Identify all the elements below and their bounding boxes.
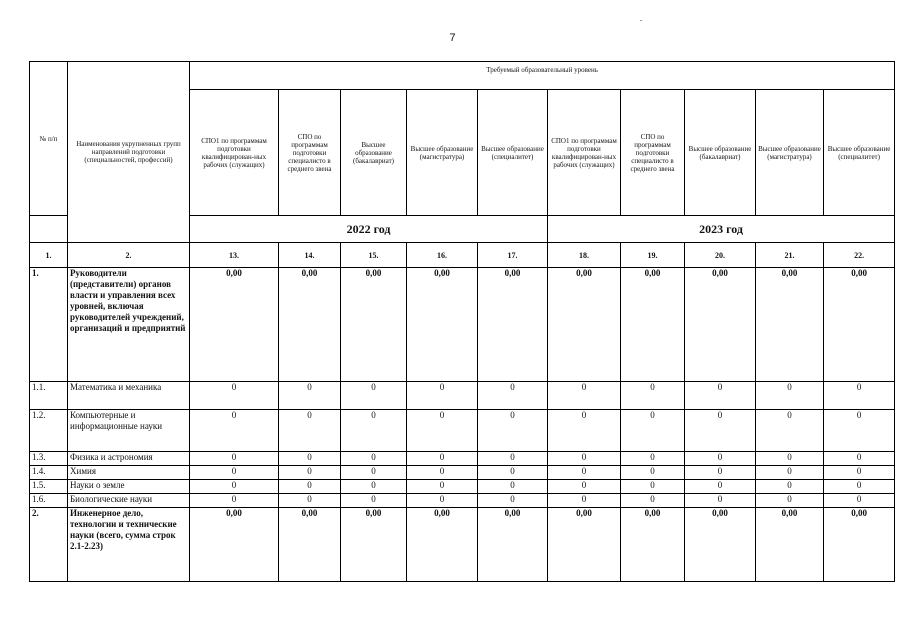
row-value: 0 bbox=[621, 382, 685, 410]
row-value: 0 bbox=[685, 452, 756, 466]
row-value: 0 bbox=[621, 452, 685, 466]
column-number: 17. bbox=[478, 243, 548, 268]
row-name: Инженерное дело, технологии и технические науки (всего, сумма строк 2.1-2.23) bbox=[68, 508, 190, 582]
row-value: 0 bbox=[279, 452, 341, 466]
row-name: Науки о земле bbox=[68, 480, 190, 494]
row-value: 0,00 bbox=[824, 268, 895, 382]
column-number: 14. bbox=[279, 243, 341, 268]
row-value: 0 bbox=[279, 494, 341, 508]
row-value: 0 bbox=[824, 466, 895, 480]
row-value: 0 bbox=[478, 494, 548, 508]
row-value: 0,00 bbox=[756, 508, 824, 582]
row-value: 0 bbox=[685, 494, 756, 508]
row-value: 0 bbox=[407, 452, 478, 466]
row-value: 0,00 bbox=[756, 268, 824, 382]
row-value: 0 bbox=[756, 480, 824, 494]
table-row bbox=[30, 452, 895, 466]
column-number: 22. bbox=[824, 243, 895, 268]
row-index: 2. bbox=[30, 508, 68, 582]
row-value: 0 bbox=[548, 382, 621, 410]
row-value: 0 bbox=[407, 480, 478, 494]
row-name: Руководители (представители) органов власти и управления всех уровней, включая руководителей учреждений, организаций и предприятий bbox=[68, 268, 190, 382]
row-value: 0 bbox=[279, 410, 341, 452]
row-value: 0,00 bbox=[407, 268, 478, 382]
table-row bbox=[30, 480, 895, 494]
row-index: 1.1. bbox=[30, 382, 68, 410]
column-number: 16. bbox=[407, 243, 478, 268]
row-value: 0 bbox=[621, 494, 685, 508]
column-number: 19. bbox=[621, 243, 685, 268]
row-value: 0 bbox=[685, 382, 756, 410]
row-index: 1.3. bbox=[30, 452, 68, 466]
table-row bbox=[30, 466, 895, 480]
row-value: 0 bbox=[190, 382, 279, 410]
row-value: 0,00 bbox=[190, 268, 279, 382]
row-value: 0 bbox=[407, 410, 478, 452]
table-row bbox=[30, 382, 895, 410]
row-value: 0 bbox=[621, 410, 685, 452]
row-value: 0 bbox=[341, 410, 407, 452]
column-number: 13. bbox=[190, 243, 279, 268]
row-value: 0,00 bbox=[341, 268, 407, 382]
header-level: СПО1 по программам подготовки квалифицирован-ных рабочих (служащих) bbox=[548, 90, 621, 216]
table-body bbox=[30, 62, 895, 582]
row-name: Биологические науки bbox=[68, 494, 190, 508]
row-value: 0 bbox=[341, 494, 407, 508]
row-index: 1.6. bbox=[30, 494, 68, 508]
row-value: 0 bbox=[548, 466, 621, 480]
row-value: 0 bbox=[824, 452, 895, 466]
column-number: 21. bbox=[756, 243, 824, 268]
column-number: 15. bbox=[341, 243, 407, 268]
row-value: 0 bbox=[824, 382, 895, 410]
row-value: 0 bbox=[190, 494, 279, 508]
table-row bbox=[30, 508, 895, 582]
row-value: 0 bbox=[756, 452, 824, 466]
row-index: 1. bbox=[30, 268, 68, 382]
row-value: 0 bbox=[407, 382, 478, 410]
row-value: 0 bbox=[279, 382, 341, 410]
row-value: 0,00 bbox=[548, 268, 621, 382]
row-value: 0 bbox=[548, 452, 621, 466]
row-value: 0,00 bbox=[621, 508, 685, 582]
column-number: 1. bbox=[30, 243, 68, 268]
row-value: 0,00 bbox=[478, 268, 548, 382]
row-value: 0 bbox=[756, 382, 824, 410]
scan-speck bbox=[640, 20, 642, 21]
row-value: 0,00 bbox=[824, 508, 895, 582]
row-name: Математика и механика bbox=[68, 382, 190, 410]
header-index: № п/п bbox=[30, 62, 68, 216]
column-number: 2. bbox=[68, 243, 190, 268]
row-value: 0 bbox=[756, 466, 824, 480]
row-value: 0 bbox=[824, 410, 895, 452]
row-value: 0 bbox=[341, 452, 407, 466]
row-value: 0 bbox=[279, 480, 341, 494]
row-value: 0 bbox=[478, 466, 548, 480]
row-value: 0 bbox=[478, 382, 548, 410]
row-value: 0,00 bbox=[279, 508, 341, 582]
row-value: 0 bbox=[824, 494, 895, 508]
row-name: Физика и астрономия bbox=[68, 452, 190, 466]
row-value: 0,00 bbox=[548, 508, 621, 582]
row-value: 0 bbox=[756, 410, 824, 452]
row-value: 0 bbox=[685, 410, 756, 452]
row-value: 0,00 bbox=[190, 508, 279, 582]
row-index: 1.4. bbox=[30, 466, 68, 480]
row-value: 0 bbox=[478, 452, 548, 466]
row-value: 0 bbox=[685, 480, 756, 494]
row-value: 0,00 bbox=[407, 508, 478, 582]
row-value: 0 bbox=[407, 466, 478, 480]
header-level: СПО1 по программам подготовки квалифицирован-ных рабочих (служащих) bbox=[190, 90, 279, 216]
row-value: 0 bbox=[548, 410, 621, 452]
row-value: 0 bbox=[478, 480, 548, 494]
header-name: Наименования укрупненных групп направлений подготовки (специальностей, профессий) bbox=[68, 62, 190, 243]
table-row bbox=[30, 268, 895, 382]
row-value: 0 bbox=[685, 466, 756, 480]
row-value: 0 bbox=[190, 480, 279, 494]
column-numbers-row bbox=[30, 243, 895, 268]
row-value: 0 bbox=[548, 480, 621, 494]
header-year-2023: 2023 год bbox=[548, 216, 895, 243]
row-value: 0 bbox=[190, 410, 279, 452]
header-level: Высшее образование (магистратура) bbox=[407, 90, 478, 216]
header-year-2022: 2022 год bbox=[190, 216, 548, 243]
row-name: Химия bbox=[68, 466, 190, 480]
row-value: 0,00 bbox=[478, 508, 548, 582]
row-value: 0 bbox=[190, 452, 279, 466]
header-level: СПО по программам подготовки специалисто в среднего звена bbox=[279, 90, 341, 216]
table-row bbox=[30, 494, 895, 508]
row-index: 1.5. bbox=[30, 480, 68, 494]
education-level-table bbox=[29, 61, 895, 582]
header-level: СПО по программам подготовки специалисто в среднего звена bbox=[621, 90, 685, 216]
row-value: 0 bbox=[407, 494, 478, 508]
row-value: 0,00 bbox=[341, 508, 407, 582]
header-year-blank bbox=[30, 216, 68, 243]
row-value: 0,00 bbox=[279, 268, 341, 382]
row-value: 0,00 bbox=[621, 268, 685, 382]
header-level: Высшее образование (специалитет) bbox=[478, 90, 548, 216]
row-value: 0 bbox=[548, 494, 621, 508]
row-value: 0 bbox=[824, 480, 895, 494]
header-level: Высшее образование (специалитет) bbox=[824, 90, 895, 216]
row-value: 0 bbox=[341, 466, 407, 480]
row-value: 0 bbox=[621, 466, 685, 480]
row-value: 0 bbox=[478, 410, 548, 452]
table-row bbox=[30, 410, 895, 452]
header-level: Высшее образование (бакалавриат) bbox=[341, 90, 407, 216]
row-value: 0 bbox=[341, 382, 407, 410]
header-level: Высшее образование (магистратура) bbox=[756, 90, 824, 216]
row-value: 0,00 bbox=[685, 508, 756, 582]
row-name: Компьютерные и информационные науки bbox=[68, 410, 190, 452]
header-level: Высшее образование (бакалавриат) bbox=[685, 90, 756, 216]
row-value: 0 bbox=[756, 494, 824, 508]
row-value: 0 bbox=[341, 480, 407, 494]
row-value: 0 bbox=[279, 466, 341, 480]
page-number: 7 bbox=[449, 32, 456, 44]
column-number: 20. bbox=[685, 243, 756, 268]
row-value: 0 bbox=[621, 480, 685, 494]
column-number: 18. bbox=[548, 243, 621, 268]
header-required-level: Требуемый образовательный уровень bbox=[190, 62, 895, 90]
row-value: 0,00 bbox=[685, 268, 756, 382]
row-index: 1.2. bbox=[30, 410, 68, 452]
row-value: 0 bbox=[190, 466, 279, 480]
